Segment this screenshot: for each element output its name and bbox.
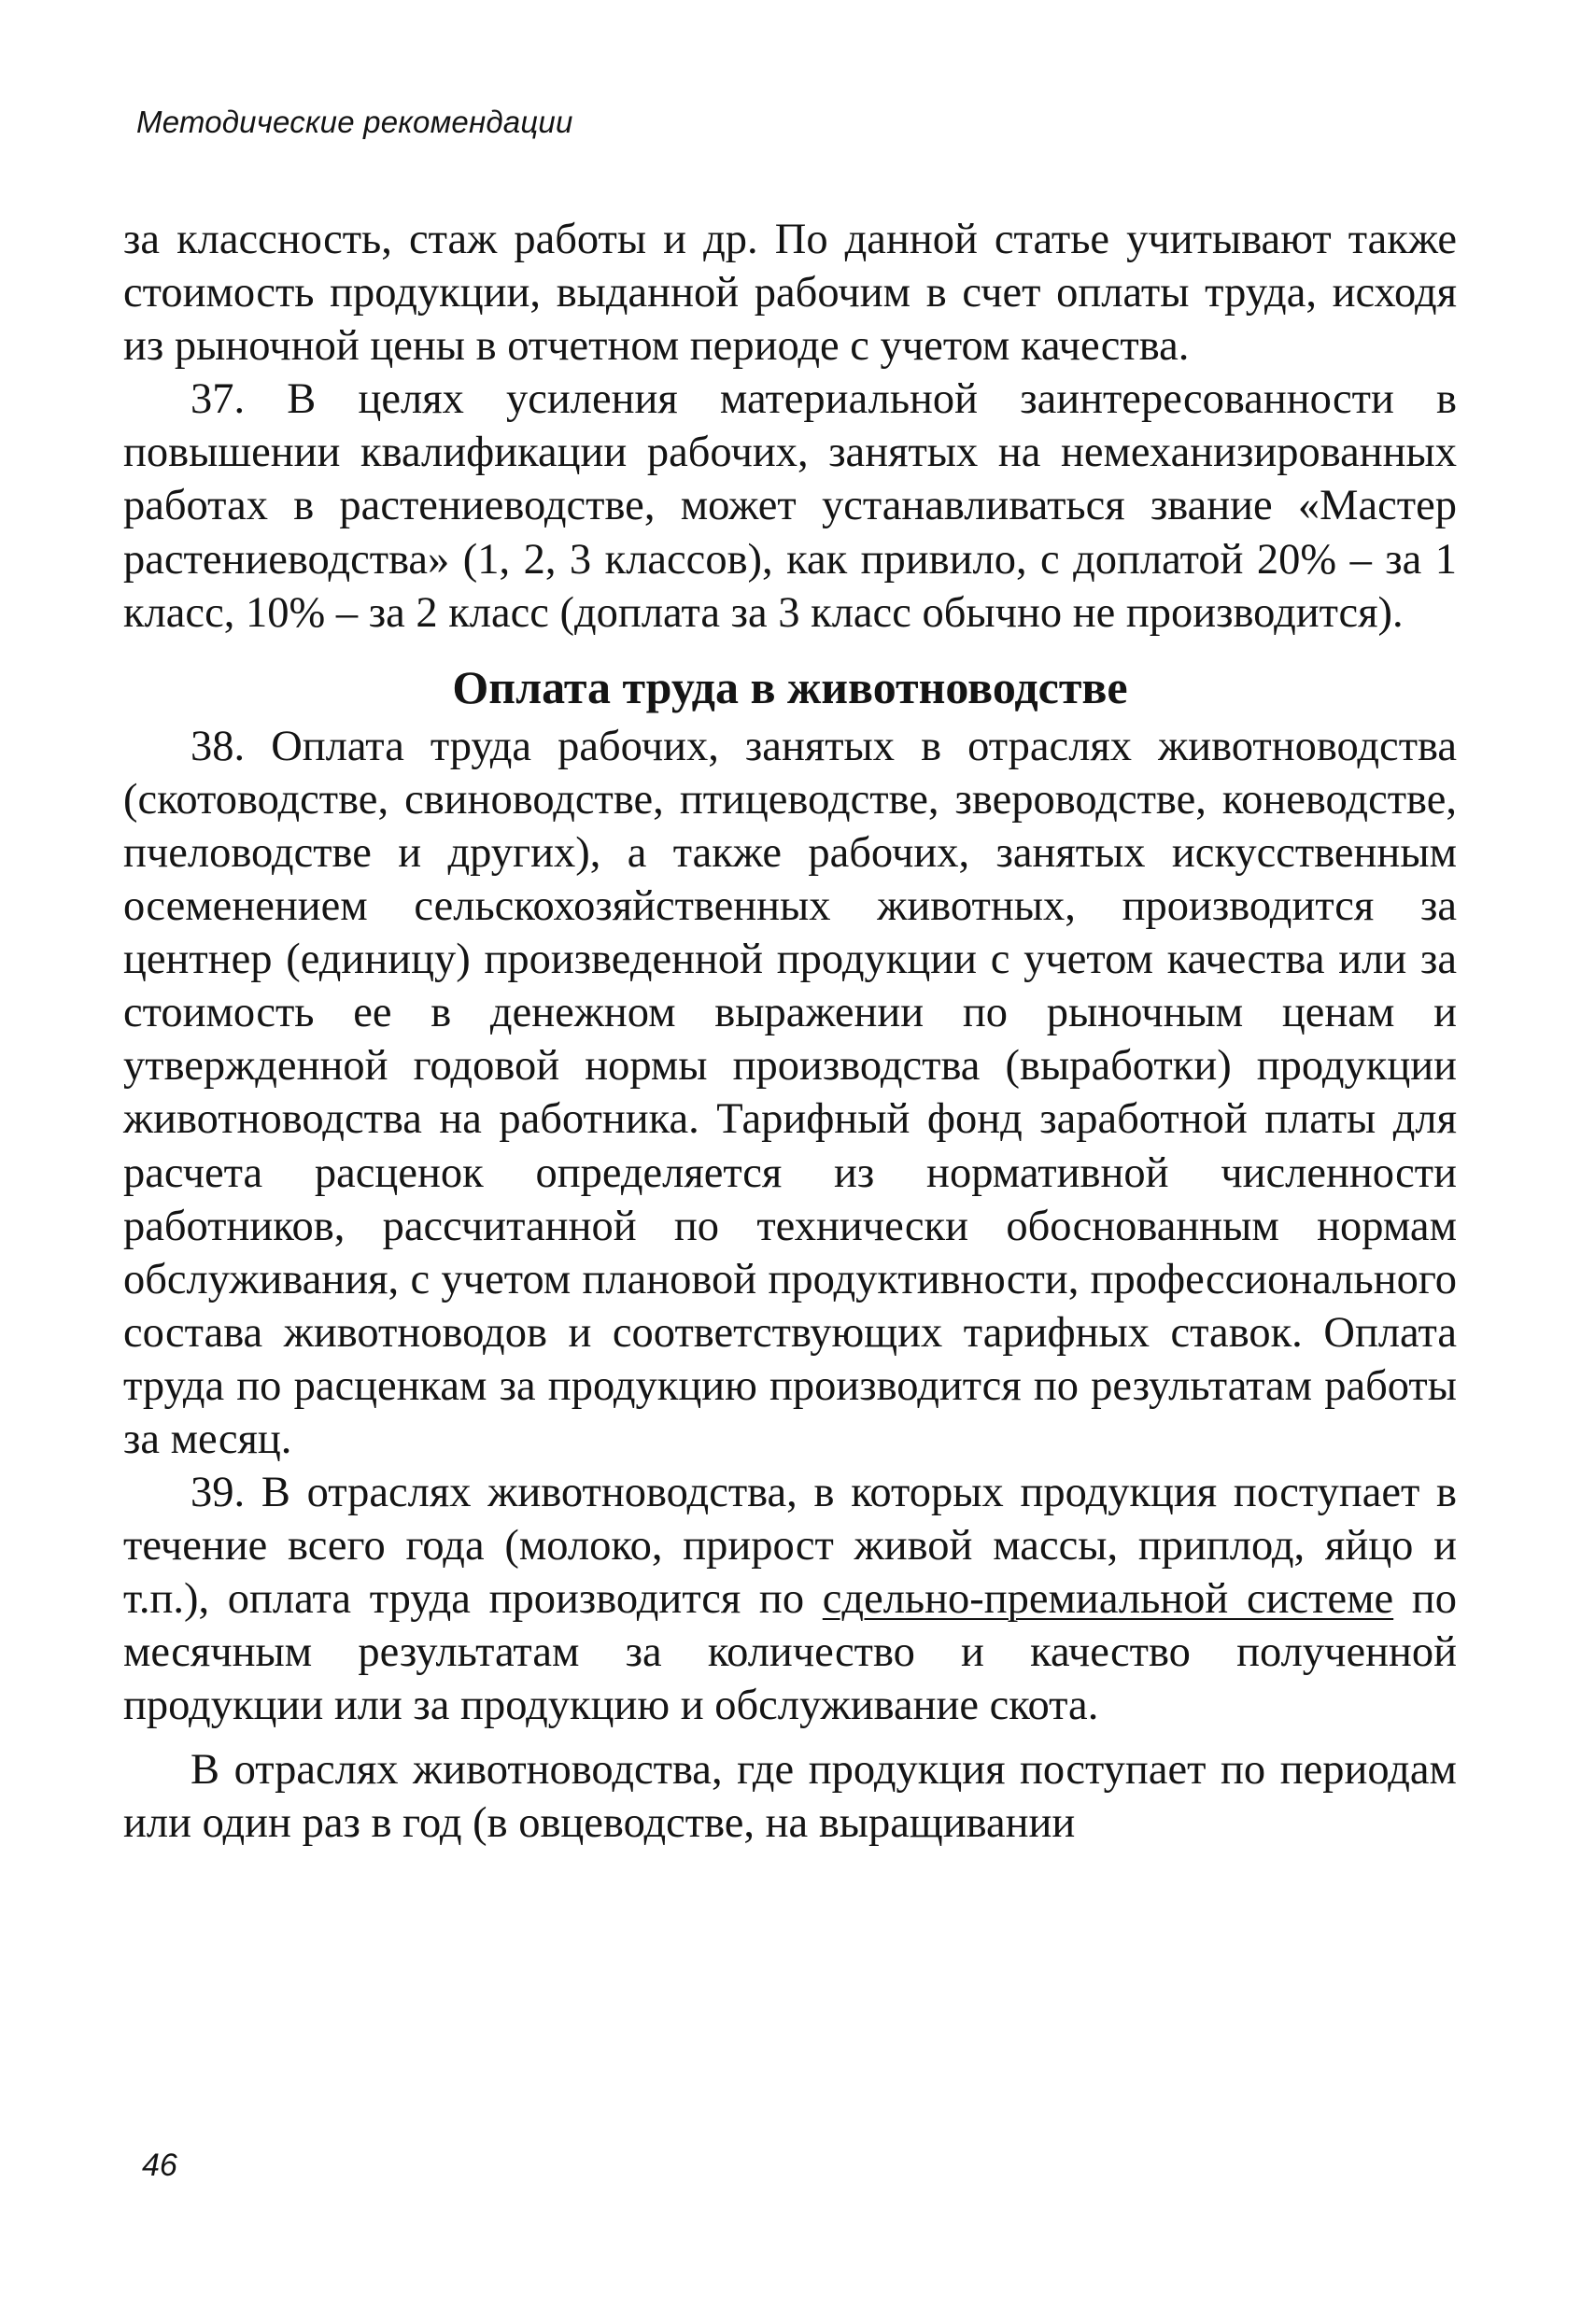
paragraph-39 <box>123 1466 1457 1732</box>
paragraph-37: 37. В целях усиления материальной заинтересованности в повышении квалификации рабочих, занятых на немеханизированных работах в растениеводстве, может устанавливаться звание «Мастер растениеводства» (1, 2, 3 классов), как привило, с доплатой 20% – за 1 класс, 10% – за 2 класс (доплата за 3 класс обычно не производится). <box>123 375 1457 637</box>
page-number: 46 <box>142 2148 177 2183</box>
body-text <box>123 213 1457 1850</box>
paragraph-continued: за классность, стаж работы и др. По данной статье учитывают также стоимость продукции, выданной рабочим в счет оплаты труда, исходя из рыночной цены в отчетном периоде с учетом качества. <box>123 216 1457 371</box>
paragraph-38: 38. Оплата труда рабочих, занятых в отраслях животноводства (скотоводстве, свиноводстве, птицеводстве, звероводстве, коневодстве, пчеловодстве и других), а также рабочих, занятых искусственным осеменением сельскохозяйственных животных, производится за центнер (единицу) произведенной продукции с учетом качества или за стоимость ее в денежном выражении по рыночным ценам и утвержденной годовой нормы производства (выработки) продукции животноводства на работника. Тарифный фонд заработной платы для расчета расценок определяется из нормативной численности работников, рассчитанной по технически обоснованным нормам обслуживания, с учетом плановой продуктивности, профессионального состава животноводов и соответствующих тарифных ставок. Оплата труда по расценкам за продукцию производится по результатам работы за месяц. <box>123 722 1457 1463</box>
underlined-term: сдельно-премиальной системе <box>822 1575 1394 1624</box>
paragraph-39-text-start: 39. В отраслях животноводства, в которых продукция поступает в течение всего года (молоко, прирост живой массы, приплод, яйцо и т.п.), оплата труда производится по <box>123 1469 1457 1624</box>
paragraph-39-text-end: по месячным результатам за количество и качество полученной продукции или за продукцию и обслуживание скота. <box>123 1575 1458 1730</box>
running-header: Методические рекомендации <box>136 105 573 139</box>
section-heading: Оплата труда в животноводстве <box>452 660 1128 713</box>
paragraph-40: В отраслях животноводства, где продукция поступает по периодам или один раз в год (в овцеводстве, на выращивании <box>123 1745 1457 1847</box>
